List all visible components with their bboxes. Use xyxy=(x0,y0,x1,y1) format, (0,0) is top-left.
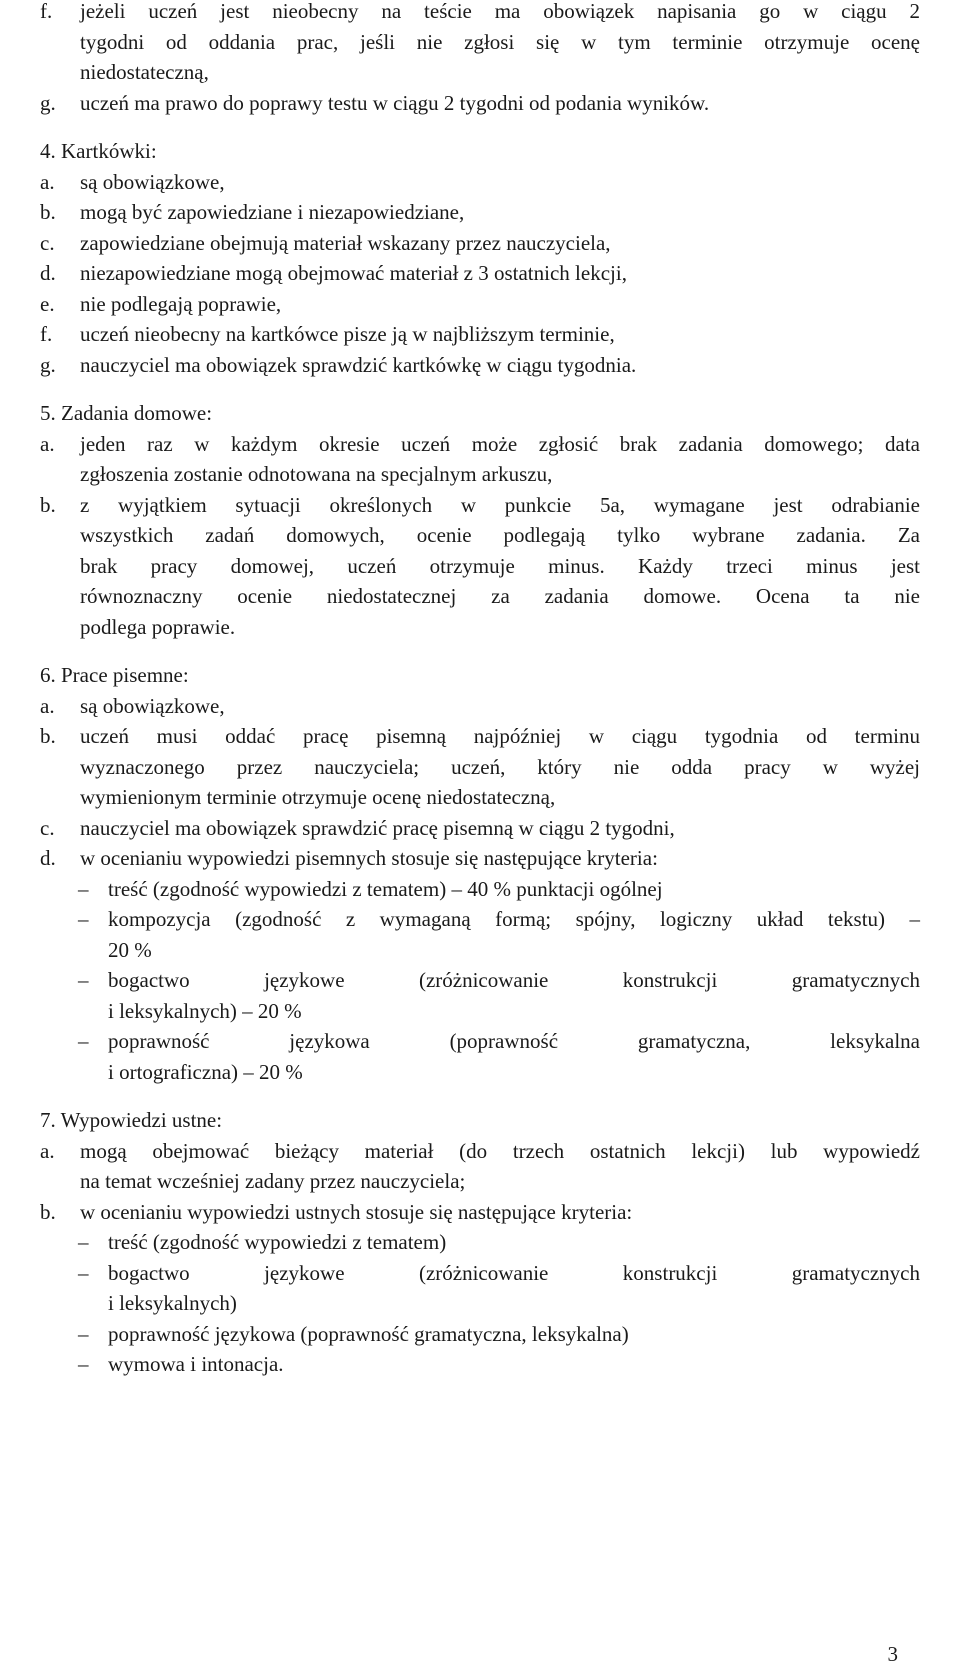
item-marker: a. xyxy=(40,169,55,194)
item-text: jeden raz w każdym okresie uczeń może zgłosić brak zadania domowego; data xyxy=(80,431,920,456)
criteria-item xyxy=(40,1349,920,1380)
item-text: na temat wcześniej zadany przez nauczyciela; xyxy=(80,1169,466,1193)
section-5-heading: 5. Zadania domowe: xyxy=(40,401,213,425)
page-number: 3 xyxy=(887,1642,898,1666)
criteria-item xyxy=(40,1026,920,1057)
list-item xyxy=(40,258,920,289)
list-item xyxy=(40,228,920,259)
item-text: wymienionym terminie otrzymuje ocenę niedostateczną, xyxy=(80,785,556,809)
item-marker: c. xyxy=(40,230,55,255)
criteria-text: treść (zgodność wypowiedzi z tematem) – 40 % punktacji ogólnej xyxy=(108,876,663,901)
item-text: nauczyciel ma obowiązek sprawdzić kartkówkę w ciągu tygodnia. xyxy=(80,352,637,377)
criteria-text: kompozycja (zgodność z wymaganą formą; spójny, logiczny układ tekstu) – xyxy=(108,907,920,931)
list-item xyxy=(40,0,920,27)
item-marker: g. xyxy=(40,90,56,115)
section-7-heading: 7. Wypowiedzi ustne: xyxy=(40,1108,223,1132)
section-6-heading: 6. Prace pisemne: xyxy=(40,663,189,687)
dash-bullet: – xyxy=(78,1321,89,1346)
list-item xyxy=(40,350,920,381)
item-marker: d. xyxy=(40,261,56,285)
item-text: uczeń ma prawo do poprawy testu w ciągu 2 tygodni od podania wyników. xyxy=(80,90,710,115)
list-item xyxy=(40,490,920,521)
item-marker: e. xyxy=(40,291,55,316)
criteria-item xyxy=(40,874,920,905)
section-heading xyxy=(40,398,920,429)
list-item xyxy=(40,843,920,874)
item-text: mogą obejmować bieżący materiał (do trzech ostatnich lekcji) lub wypowiedź xyxy=(80,1138,920,1163)
criteria-item xyxy=(40,1227,920,1258)
list-item xyxy=(40,813,920,844)
criteria-item xyxy=(40,1258,920,1289)
item-text: uczeń nieobecny na kartkówce pisze ją w najbliższym terminie, xyxy=(80,322,615,346)
section-heading xyxy=(40,1105,920,1136)
criteria-text: treść (zgodność wypowiedzi z tematem) xyxy=(108,1230,447,1254)
list-item xyxy=(40,289,920,320)
criteria-text: i leksykalnych) xyxy=(108,1291,237,1315)
list-item xyxy=(40,721,920,752)
item-marker: b. xyxy=(40,492,56,517)
item-text: równoznaczny ocenie niedostatecznej za zadania domowe. Ocena ta nie xyxy=(80,584,920,608)
item-text: wszystkich zadań domowych, ocenie podlegają tylko wybrane zadania. Za xyxy=(80,523,920,547)
list-item xyxy=(40,197,920,228)
item-text: mogą być zapowiedziane i niezapowiedziane, xyxy=(80,200,465,224)
criteria-text: 20 % xyxy=(108,937,152,962)
list-item xyxy=(40,167,920,198)
criteria-text: poprawność językowa (poprawność gramatyczna, leksykalna) xyxy=(108,1321,629,1346)
item-text: tygodni od oddania prac, jeśli nie zgłosi się w tym terminie otrzymuje ocenę xyxy=(80,29,920,54)
item-text: w ocenianiu wypowiedzi ustnych stosuje się następujące kryteria: xyxy=(80,1199,633,1224)
item-text: są obowiązkowe, xyxy=(80,169,225,194)
item-marker: a. xyxy=(40,431,55,456)
criteria-text: bogactwo językowe (zróżnicowanie konstrukcji gramatycznych xyxy=(108,1260,920,1285)
criteria-text: wymowa i intonacja. xyxy=(108,1352,284,1376)
dash-bullet: – xyxy=(78,1260,89,1285)
criteria-text: poprawność językowa (poprawność gramatyczna, leksykalna xyxy=(108,1029,920,1053)
item-marker: f. xyxy=(40,0,53,23)
item-text: wyznaczonego przez nauczyciela; uczeń, który nie odda pracy w wyżej xyxy=(80,754,920,779)
item-text: zgłoszenia zostanie odnotowana na specjalnym arkuszu, xyxy=(80,462,553,486)
item-text: nauczyciel ma obowiązek sprawdzić pracę pisemną w ciągu 2 tygodni, xyxy=(80,815,675,840)
criteria-item xyxy=(40,1319,920,1350)
item-marker: c. xyxy=(40,815,55,840)
item-marker: a. xyxy=(40,693,55,718)
dash-bullet: – xyxy=(78,907,89,931)
item-text: brak pracy domowej, uczeń otrzymuje minus. Każdy trzeci minus jest xyxy=(80,553,920,578)
list-item xyxy=(40,429,920,460)
dash-bullet: – xyxy=(78,876,89,901)
list-item xyxy=(40,88,920,119)
section-4-heading: 4. Kartkówki: xyxy=(40,139,157,163)
item-marker: a. xyxy=(40,1138,55,1163)
criteria-text: bogactwo językowe (zróżnicowanie konstrukcji gramatycznych xyxy=(108,968,920,992)
item-marker: b. xyxy=(40,200,56,224)
item-text: niedostateczną, xyxy=(80,60,209,84)
item-text: nie podlegają poprawie, xyxy=(80,291,282,316)
dash-bullet: – xyxy=(78,1029,89,1053)
section-heading xyxy=(40,136,920,167)
document-body xyxy=(40,0,920,1380)
criteria-item xyxy=(40,965,920,996)
item-text: jeżeli uczeń jest nieobecny na teście ma obowiązek napisania go w ciągu 2 xyxy=(80,0,920,23)
item-marker: f. xyxy=(40,322,53,346)
item-marker: b. xyxy=(40,1199,56,1224)
criteria-text: i leksykalnych) – 20 % xyxy=(108,998,302,1023)
item-text: uczeń musi oddać pracę pisemną najpóźniej w ciągu tygodnia od terminu xyxy=(80,724,920,748)
criteria-item xyxy=(40,904,920,935)
list-item xyxy=(40,691,920,722)
list-item xyxy=(40,1197,920,1228)
item-text: podlega poprawie. xyxy=(80,614,236,639)
item-text: w ocenianiu wypowiedzi pisemnych stosuje się następujące kryteria: xyxy=(80,846,658,870)
item-marker: b. xyxy=(40,724,56,748)
item-text: z wyjątkiem sytuacji określonych w punkcie 5a, wymagane jest odrabianie xyxy=(80,492,920,517)
item-text: niezapowiedziane mogą obejmować materiał z 3 ostatnich lekcji, xyxy=(80,261,627,285)
list-item xyxy=(40,1136,920,1167)
dash-bullet: – xyxy=(78,1352,89,1376)
section-heading xyxy=(40,660,920,691)
item-marker: g. xyxy=(40,352,56,377)
item-text: zapowiedziane obejmują materiał wskazany przez nauczyciela, xyxy=(80,230,611,255)
item-marker: d. xyxy=(40,846,56,870)
item-text: są obowiązkowe, xyxy=(80,693,225,718)
dash-bullet: – xyxy=(78,1230,89,1254)
dash-bullet: – xyxy=(78,968,89,992)
list-item xyxy=(40,319,920,350)
criteria-text: i ortograficzna) – 20 % xyxy=(108,1059,303,1084)
